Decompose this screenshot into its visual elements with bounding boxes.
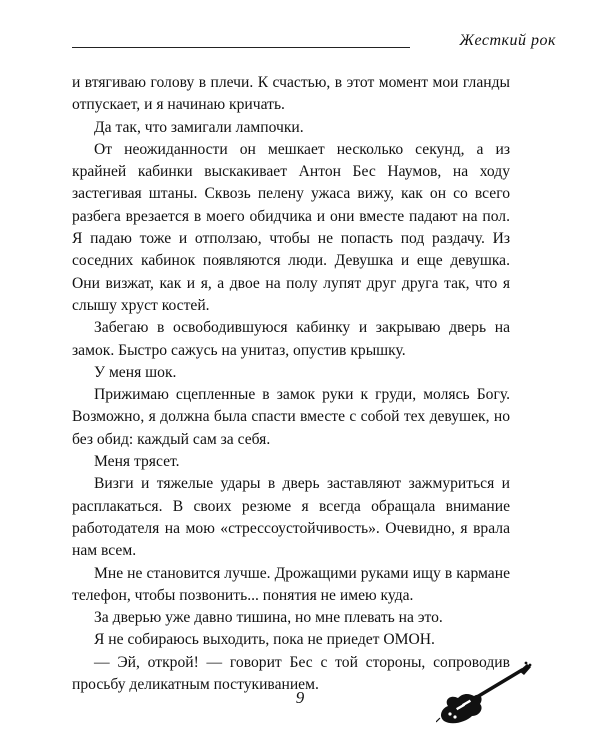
paragraph: Мне не становится лучше. Дрожащими руками ищу в кармане телефон, чтобы позвонить... понятия не имею куда. [72, 564, 510, 604]
paragraph: От неожиданности он мешкает несколько секунд, а из крайней кабинки выскакивает Антон Бес Наумов, на ходу застегивая штаны. Сквозь пелену ужаса вижу, как он со всего разбега врезается в моего обидчика и они вместе падают на пол. Я падаю тоже и отползаю, чтобы не попасть под раздачу. Из соседних кабинок появляются люди. Девушка и еще девушка. Они визжат, как и я, а двое на полу лупят друг друга так, что я слышу хруст костей. [72, 140, 510, 314]
paragraph: Забегаю в освободившуюся кабинку и закрываю дверь на замок. Быстро сажусь на унитаз, опустив крышку. [72, 319, 510, 359]
running-header [72, 30, 556, 56]
running-title: Жесткий рок [459, 32, 556, 49]
paragraph: Я не собираюсь выходить, пока не приедет ОМОН. [94, 631, 435, 649]
paragraph: За дверью уже давно тишина, но мне плевать на это. [94, 609, 443, 627]
header-rule [72, 47, 410, 48]
body-text [72, 72, 510, 696]
paragraph: У меня шок. [94, 363, 177, 381]
electric-guitar-icon [436, 660, 532, 728]
paragraph: — Эй, открой! — говорит Бес с той стороны, сопроводив просьбу деликатным постукиванием. [72, 653, 510, 694]
paragraph: Меня трясет. [94, 453, 180, 471]
page-number: 9 [295, 688, 305, 707]
paragraph: Визги и тяжелые удары в дверь заставляют зажмуриться и расплакаться. В своих резюме я всегда обращала внимание работодателя на мою «стрессоустойчивость». Очевидно, я врала нам всем. [72, 475, 510, 560]
paragraph: Прижимаю сцепленные в замок руки к груди, молясь Богу. Возможно, я должна была спасти вместе с собой тех девушек, но без обид: каждый сам за себя. [72, 386, 510, 448]
paragraph: Да так, что замигали лампочки. [94, 118, 304, 136]
paragraph: и втягиваю голову в плечи. К счастью, в этот момент мои гланды отпускает, и я начинаю кричать. [72, 74, 510, 114]
